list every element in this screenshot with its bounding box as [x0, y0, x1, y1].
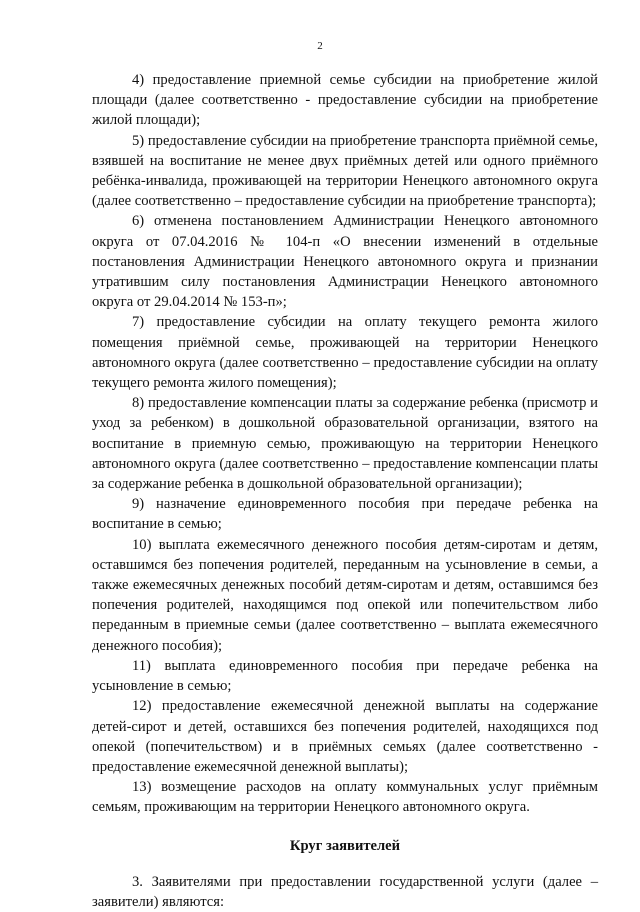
list-item-6: 6) отменена постановлением Администрации Ненецкого автономного округа от 07.04.2016 № 104-п «О внесении изменений в отдельные постановления Администрации Ненецкого автономного округа и признании утратившим силу постановления Администрации Ненецкого автономного округа от 29.04.2014 № 153-п»; — [92, 213, 598, 311]
list-item-10: 10) выплата ежемесячного денежного пособия детям-сиротам и детям, оставшимся без попечения родителей, переданным на усыновление в семьи, а также ежемесячных денежных пособий детям-сиротам и детям, оставшимся без попечения родителей, находящимся под опекой или попечительством либо переданным в приемные семьи (далее соответственно – выплата ежемесячного денежного пособия); — [92, 536, 598, 654]
paragraph-applicants: 3. Заявителями при предоставлении государственной услуги (далее – заявители) являются: — [92, 873, 598, 910]
list-item-4: 4) предоставление приемной семье субсидии на приобретение жилой площади (далее соответственно - предоставление субсидии на приобретение жилой площади); — [92, 72, 598, 129]
list-item-11: 11) выплата единовременного пособия при передаче ребенка на усыновление в семью; — [92, 657, 598, 695]
list-item-7: 7) предоставление субсидии на оплату текущего ремонта жилого помещения приёмной семье, проживающей на территории Ненецкого автономного округа (далее соответственно – предоставление субсидии на оплату текущего ремонта жилого помещения); — [92, 314, 598, 392]
list-item-9: 9) назначение единовременного пособия при передаче ребенка на воспитание в семью; — [92, 496, 598, 533]
list-item-8: 8) предоставление компенсации платы за содержание ребенка (присмотр и уход за ребенком) в дошкольной образовательной организации, взятого на воспитание в приемную семью, проживающую на территории Ненецкого автономного округа (далее соответственно – предоставление компенсации платы за содержание ребенка в дошкольной образовательной организации); — [92, 395, 598, 493]
page-number: 2 — [317, 40, 323, 52]
list-item-12: 12) предоставление ежемесячной денежной выплаты на содержание детей-сирот и детей, оставшихся без попечения родителей, находящихся под опекой (попечительством) и в приёмных семьях (далее соответственно - предоставление ежемесячной денежной выплаты); — [92, 698, 598, 775]
list-item-5: 5) предоставление субсидии на приобретение транспорта приёмной семье, взявшей на воспитание не менее двух приёмных детей или одного приёмного ребёнка-инвалида, проживающей на территории Ненецкого автономного округа (далее соответственно – предоставление субсидии на приобретение транспорта); — [92, 132, 598, 210]
list-item-13: 13) возмещение расходов на оплату коммунальных услуг приёмным семьям, проживающим на территории Ненецкого автономного округа. — [92, 779, 598, 816]
section-heading: Круг заявителей — [289, 837, 401, 854]
document-body — [92, 70, 598, 912]
